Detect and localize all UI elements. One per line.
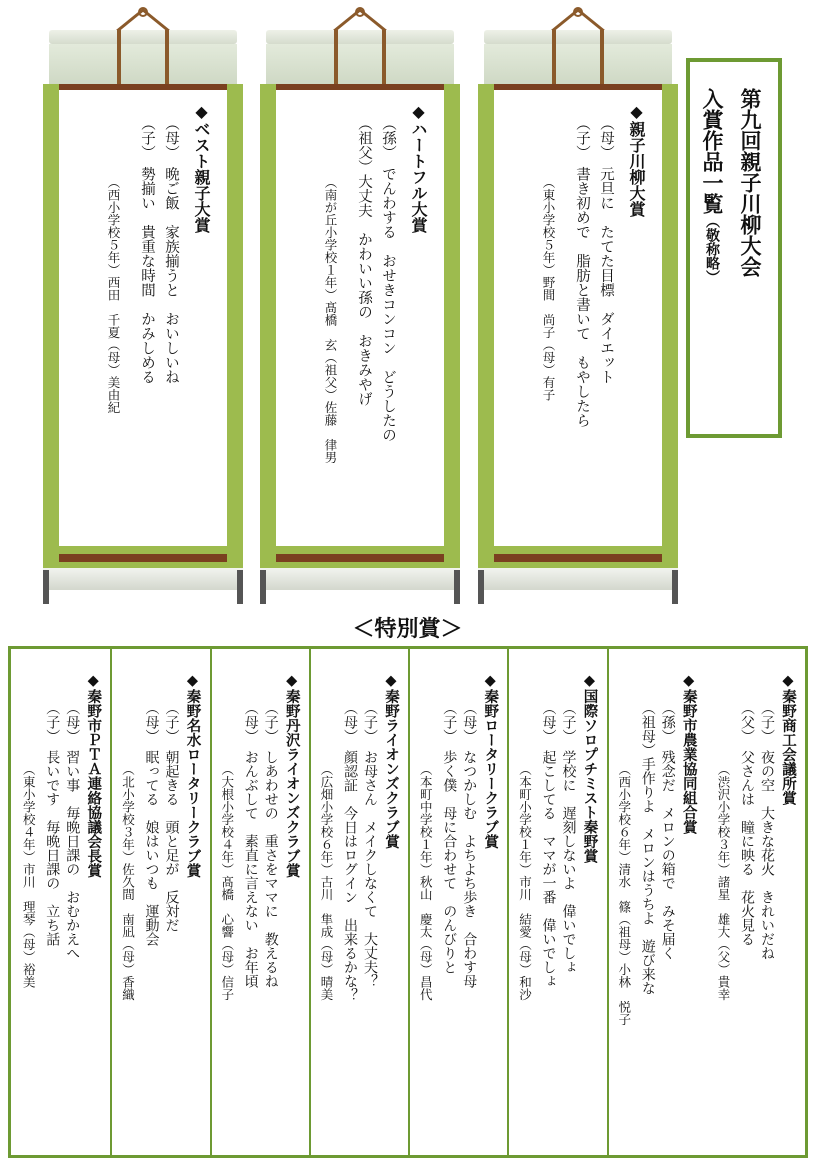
title-line2 <box>698 88 726 284</box>
scroll-heartful <box>260 0 460 604</box>
award-title: ◆秦野市ＰＴＡ連絡協議会長賞 <box>85 673 102 878</box>
verse-line: （子） しあわせの 重さをママに 教えるね <box>262 701 279 988</box>
rod-knob-left <box>478 570 484 604</box>
credit-line: （本町小学校１年）市川 結愛（母）和沙 <box>517 763 533 1001</box>
credit-line: （西小学校６年）清水 篠（祖母）小林 悦子 <box>616 763 632 1026</box>
title-line2-text: 入賞作品一覧 <box>700 88 725 214</box>
scroll-strip-bottom <box>59 554 227 562</box>
scroll-bottom-rod <box>478 568 678 590</box>
rod-knob-right <box>237 570 243 604</box>
verse-line: （母） 起こしてる ママが一番 偉いでしょ <box>540 701 557 988</box>
verse-line: （祖母）手作りよ メロンはうちよ 遊び来な <box>639 701 656 995</box>
special-award-cell <box>210 649 309 1155</box>
rod-knob-left <box>43 570 49 604</box>
scroll-best-parent-child <box>43 0 243 604</box>
award-title: ◆秦野市農業協同組合賞 <box>680 673 697 834</box>
scroll-bottom-rod <box>43 568 243 590</box>
verse-line: （子） 夜の空 大きな花火 きれいだね <box>759 701 775 960</box>
verse-line: （子） 勢揃い 貴重な時間 かみしめる <box>139 116 155 385</box>
scroll-strip-bottom <box>494 554 662 562</box>
special-award-cell <box>11 649 110 1155</box>
special-award-cell <box>110 649 209 1155</box>
special-award-cell <box>309 649 408 1155</box>
rod-knob-left <box>260 570 266 604</box>
scroll-cloth <box>478 84 678 568</box>
credit-line: （広畑小学校６年）古川 隼成（母）晴美 <box>319 763 334 1001</box>
credit-line: （本町中学校１年）秋山 慶太（母）昌代 <box>418 763 434 1001</box>
special-awards-heading: ＜特別賞＞ <box>352 616 463 642</box>
credit-line: （渋沢小学校３年）諸星 雄大（父）貴幸 <box>716 763 731 1001</box>
scroll-paper <box>59 90 227 546</box>
verse-line: （母） 眠ってる 娘はいつも 運動会 <box>143 701 160 946</box>
verse-line: （母） おんぶして 素直に言えない お年頃 <box>242 701 259 988</box>
verse-line: （子） お母さん メイクしなくて 大丈夫？ <box>362 701 378 988</box>
special-award-cell <box>706 649 805 1155</box>
award-title: ◆秦野ロータリークラブ賞 <box>482 673 499 849</box>
credit-line: （北小学校３年）佐久間 南凪（母）香織 <box>120 763 136 1001</box>
verse-line: （父） 父さんは 瞳に映る 花火見る <box>739 701 755 946</box>
title-note: （敬称略） <box>704 214 720 284</box>
verse-line: （母） 顔認証 今日はログイン 出来るかな？ <box>342 701 358 1002</box>
rod-knob-right <box>672 570 678 604</box>
scroll-paper <box>276 90 444 546</box>
title-line1: 第九回親子川柳大会 <box>738 88 763 277</box>
verse-line: （祖父）大丈夫 かわいい孫の おきみやげ <box>356 116 372 406</box>
credit-line: （南が丘小学校１年）髙橋 玄（祖父）佐藤 律男 <box>323 176 338 464</box>
scroll-cloth <box>43 84 243 568</box>
special-award-cell <box>507 649 606 1155</box>
verse-line: （母） 習い事 毎晩日課の おむかえへ <box>64 701 81 960</box>
award-title: ◆秦野商工会議所賞 <box>780 673 796 805</box>
scroll-paper <box>494 90 662 546</box>
credit-line: （東小学校４年）市川 理琴（母）裕美 <box>21 763 37 988</box>
verse-line: （子） 書き初めで 脂肪と書いて もやしたら <box>574 116 590 428</box>
verse-line: （母） 元旦に たてた目標 ダイエット <box>598 116 614 385</box>
rod-knob-right <box>454 570 460 604</box>
verse-line: （子） 朝起きる 頭と足が 反対だ <box>163 701 180 932</box>
award-title: ◆親子川柳大賞 <box>627 102 646 217</box>
verse-line: （孫） 残念だ メロンの箱で みそ届く <box>659 701 676 960</box>
scroll-cords-icon <box>548 30 608 84</box>
scroll-senryu-grand <box>478 0 678 604</box>
credit-line: （大根小学校４年）髙橋 心響（母）信子 <box>219 763 235 1001</box>
award-title: ◆秦野ライオンズクラブ賞 <box>383 673 399 849</box>
special-awards-grid <box>8 646 808 1158</box>
verse-line: （子） 長いです 毎晩日課の 立ち話 <box>44 701 61 946</box>
verse-line: （孫） でんわする おせきコンコン どうしたの <box>380 116 396 443</box>
verse-line: （母） なつかしむ よちよち歩き 合わす母 <box>461 701 478 988</box>
scroll-strip-bottom <box>276 554 444 562</box>
award-title: ◆秦野名水ロータリークラブ賞 <box>184 673 201 878</box>
award-title: ◆秦野丹沢ライオンズクラブ賞 <box>283 673 300 878</box>
scroll-bottom-rod <box>260 568 460 590</box>
verse-line: （母） 晩ご飯 家族揃うと おいしいね <box>163 116 179 385</box>
scroll-cords-icon <box>113 30 173 84</box>
credit-line: （東小学校５年）野間 尚子（母）有子 <box>541 176 556 401</box>
scroll-cords-icon <box>330 30 390 84</box>
verse-line: （子） 学校に 遅刻しないよ 偉いでしょ <box>560 701 577 974</box>
special-award-cell <box>607 649 706 1155</box>
title-box <box>686 58 782 438</box>
award-title: ◆ハートフル大賞 <box>409 102 428 233</box>
scroll-cloth <box>260 84 460 568</box>
award-title: ◆国際ソロプチミスト秦野賞 <box>581 673 598 863</box>
award-title: ◆ベスト親子大賞 <box>192 102 211 233</box>
special-award-cell <box>408 649 507 1155</box>
credit-line: （西小学校５年）西田 千夏（母）美由紀 <box>106 176 121 414</box>
verse-line: （子） 歩く僕 母に合わせて のんびりと <box>441 701 458 974</box>
